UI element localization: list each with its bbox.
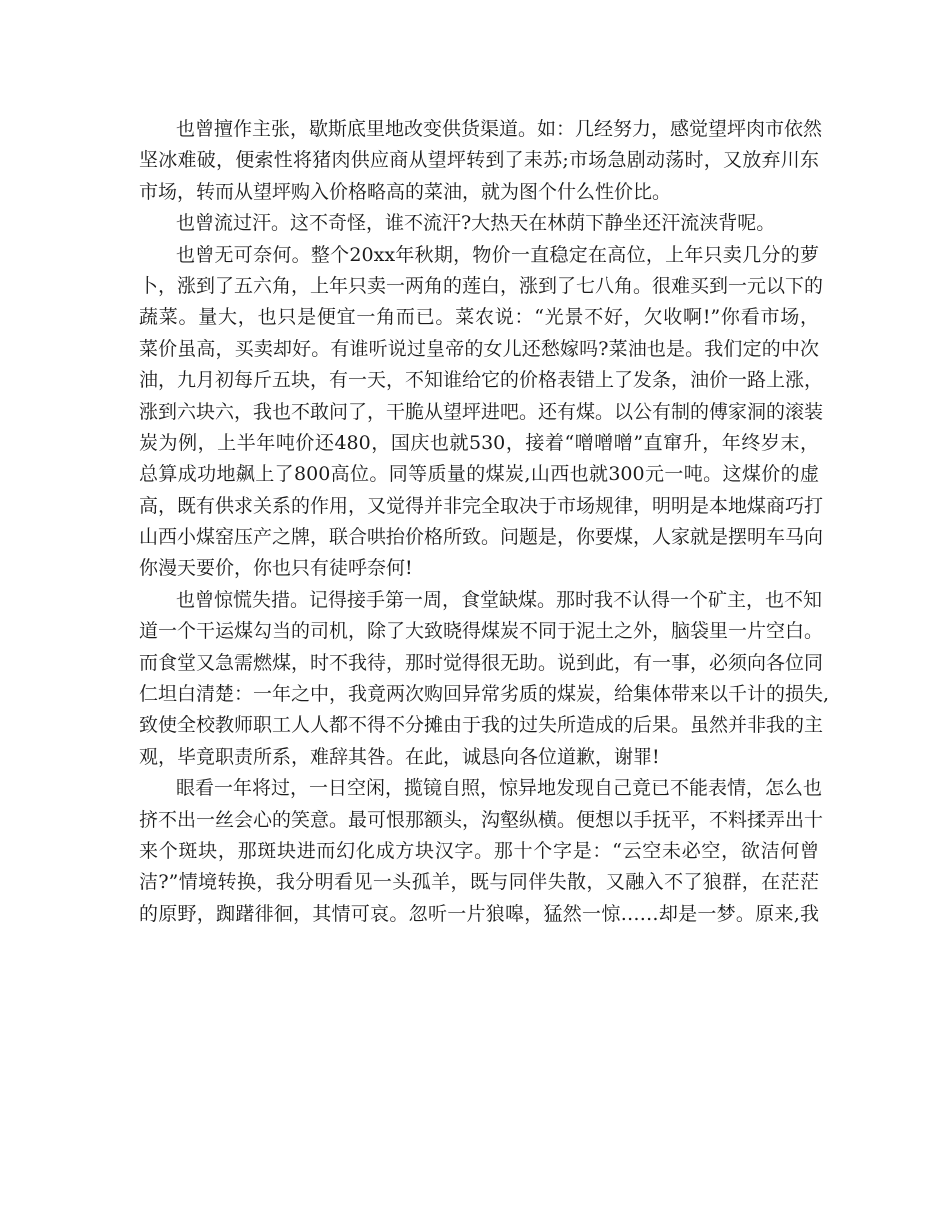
paragraph-5 <box>139 773 824 930</box>
text-line: 坚冰难破，便索性将猪肉供应商从望坪转到了耒苏;市场急剧动荡时，又放弃川东 <box>139 149 819 172</box>
text-line: 涨到六块六，我也不敢问了，干脆从望坪进吧。还有煤。以公有制的傅家洞的滚装 <box>139 400 824 423</box>
text-line: 你漫天要价，你也只有徒呼奈何! <box>139 557 413 580</box>
text-line: 高，既有供求关系的作用，又觉得并非完全取决于市场规律，明明是本地煤商巧打 <box>139 494 824 517</box>
text-line: 挤不出一丝会心的笑意。最可恨那额头，沟壑纵横。便想以手抚平，不料揉弄出十 <box>139 808 824 831</box>
text-line: 总算成功地飙上了800高位。同等质量的煤炭,山西也就300元一吨。这煤价的虚 <box>139 463 819 486</box>
text-line: 观，毕竟职责所系，难辞其咎。在此，诚恳向各位道歉，谢罪! <box>139 745 660 768</box>
paragraph-3 <box>139 240 824 585</box>
document-body <box>139 114 830 930</box>
text-line: 油，九月初每斤五块，有一天，不知谁给它的价格表错上了发条，油价一路上涨， <box>139 369 824 392</box>
text-line: 卜，涨到了五六角，上年只卖一两角的莲白，涨到了七八角。很难买到一元以下的 <box>139 274 824 297</box>
text-line: 也曾流过汗。这不奇怪，谁不流汗?大热天在林荫下静坐还汗流浃背呢。 <box>176 212 776 235</box>
text-line: 也曾擅作主张，歇斯底里地改变供货渠道。如：几经努力，感觉望坪肉市依然 <box>176 118 823 140</box>
text-line: 致使全校教师职工人人都不得不分摊由于我的过失所造成的后果。虽然并非我的主 <box>139 714 824 737</box>
paragraph-4 <box>139 585 830 773</box>
paragraph-1 <box>139 114 823 208</box>
text-line: 蔬菜。量大，也只是便宜一角而已。菜农说：“光景不好，欠收啊!”你看市场， <box>139 306 819 329</box>
text-line: 市场，转而从望坪购入价格略高的菜油，就为图个什么性价比。 <box>139 180 672 203</box>
text-line: 也曾无可奈何。整个20xx年秋期，物价一直稳定在高位，上年只卖几分的萝 <box>176 243 819 266</box>
text-line: 的原野，踟躇徘徊，其情可哀。忽听一片狼嗥，猛然一惊……却是一梦。原来,我 <box>139 902 819 925</box>
text-line: 仁坦白清楚：一年之中，我竟两次购回异常劣质的煤炭，给集体带来以千计的损失, <box>139 683 830 706</box>
text-line: 道一个干运煤勾当的司机，除了大致晓得煤炭不同于泥土之外，脑袋里一片空白。 <box>139 620 824 643</box>
text-line: 菜价虽高，买卖却好。有谁听说过皇帝的女儿还愁嫁吗?菜油也是。我们定的中次 <box>139 337 819 360</box>
text-line: 眼看一年将过，一日空闲，揽镜自照，惊异地发现自己竟已不能表情，怎么也 <box>176 777 823 800</box>
text-line: 山西小煤窑压产之牌，联合哄抬价格所致。问题是，你要煤，人家就是摆明车马向 <box>139 526 824 549</box>
paragraph-2 <box>139 208 819 239</box>
text-line: 也曾惊慌失措。记得接手第一周，食堂缺煤。那时我不认得一个矿主，也不知 <box>176 588 823 611</box>
text-line: 炭为例，上半年吨价还480，国庆也就530，接着“噌噌噌”直窜升，年终岁末， <box>139 431 819 454</box>
text-line: 来个斑块，那斑块进而幻化成方块汉字。那十个字是：“云空未必空，欲洁何曾 <box>139 839 819 862</box>
text-line: 而食堂又急需燃煤，时不我待，那时觉得很无助。说到此，有一事，必须向各位同 <box>139 651 824 674</box>
text-line: 洁?”情境转换，我分明看见一头孤羊，既与同伴失散，又融入不了狼群，在茫茫 <box>139 871 819 894</box>
